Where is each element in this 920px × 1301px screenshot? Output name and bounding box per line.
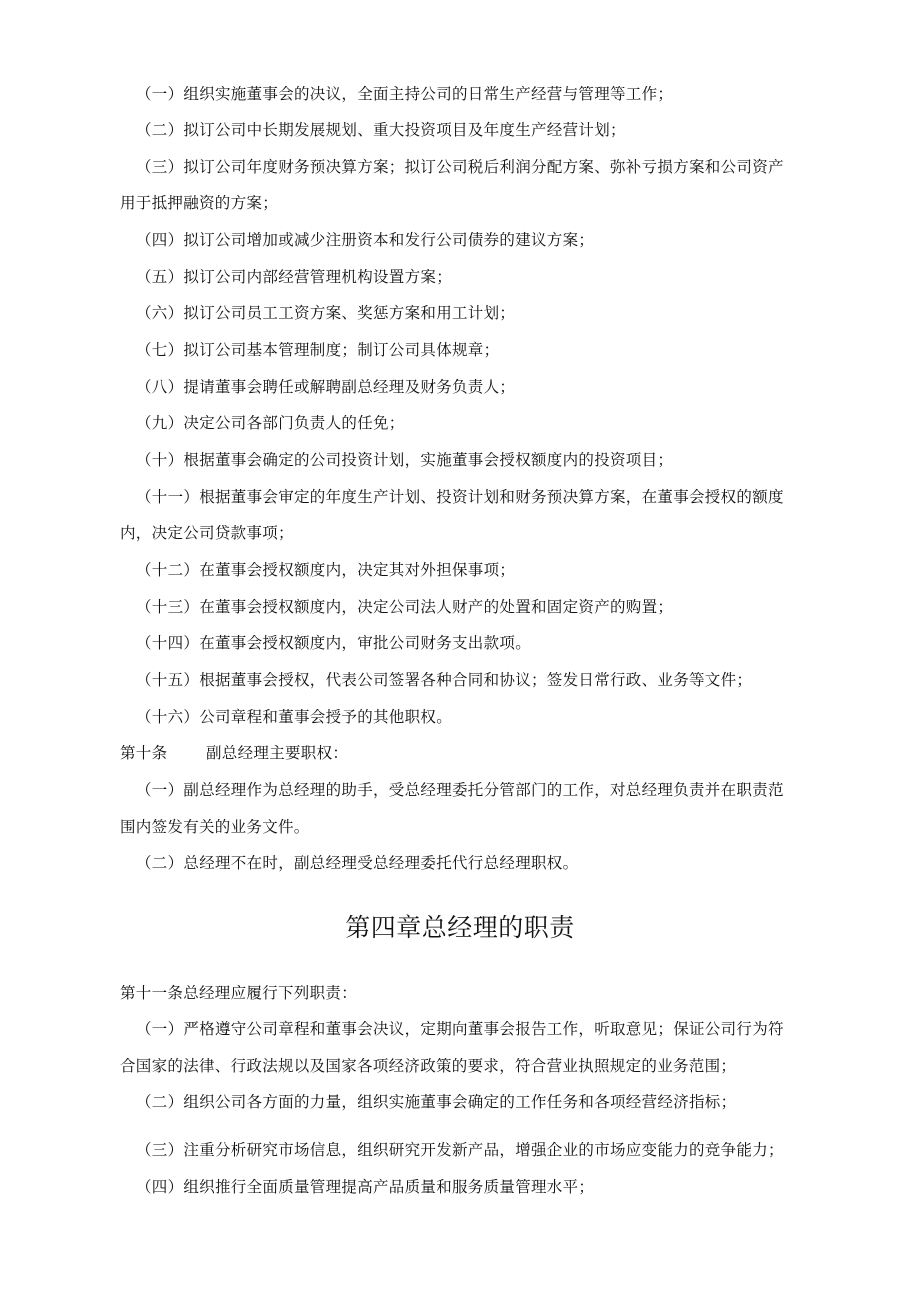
article-10-heading [120,742,348,764]
article-11-item-2: （二）组织公司各方面的力量，组织实施董事会确定的工作任务和各项经营经济指标； [136,1093,737,1111]
article-11-item-4: （四）组织推行全面质量管理提高产品质量和服务质量管理水平； [136,1178,595,1196]
duty-item-9: （九）决定公司各部门负责人的任免； [136,414,405,432]
article-10-item-1-cont: 围内签发有关的业务文件。 [120,818,310,836]
article-11-item-1-cont: 合国家的法律、行政法规以及国家各项经济政策的要求，符合营业执照规定的业务范围； [120,1057,737,1075]
article-11-heading: 第十一条总经理应履行下列职责： [120,984,358,1002]
duty-item-6: （六）拟订公司员工工资方案、奖惩方案和用工计划； [136,304,516,322]
article-10-item-1: （一）副总经理作为总经理的助手，受总经理委托分管部门的工作，对总经理负责并在职责范 [136,781,784,799]
duty-item-5: （五）拟订公司内部经营管理机构设置方案； [136,268,453,286]
duty-item-3-cont: 用于抵押融资的方案； [120,194,279,212]
duty-item-8: （八）提请董事会聘任或解聘副总经理及财务负责人； [136,378,516,396]
duty-item-10: （十）根据董事会确定的公司投资计划，实施董事会授权额度内的投资项目； [136,451,674,469]
article-10-item-2: （二）总经理不在时，副总经理受总经理委托代行总经理职权。 [136,854,579,872]
chapter-4-title: 第四章总经理的职责 [345,913,575,942]
duty-item-2: （二）拟订公司中长期发展规划、重大投资项目及年度生产经营计划； [136,121,626,139]
article-10-title: 副总经理主要职权： [206,744,349,762]
article-11-item-1: （一）严格遵守公司章程和董事会决议，定期向董事会报告工作，听取意见；保证公司行为符 [136,1020,784,1038]
duty-item-7: （七）拟订公司基本管理制度；制订公司具体规章； [136,341,500,359]
duty-item-1: （一）组织实施董事会的决议，全面主持公司的日常生产经营与管理等工作； [136,85,674,103]
duty-item-13: （十三）在董事会授权额度内，决定公司法人财产的处置和固定资产的购置； [136,598,674,616]
duty-item-12: （十二）在董事会授权额度内，决定其对外担保事项； [136,561,516,579]
duty-item-16: （十六）公司章程和董事会授予的其他职权。 [136,708,453,726]
duty-item-15: （十五）根据董事会授权，代表公司签署各种合同和协议；签发日常行政、业务等文件； [136,671,753,689]
duty-item-4: （四）拟订公司增加或减少注册资本和发行公司债券的建议方案； [136,231,595,249]
article-11-item-3: （三）注重分析研究市场信息，组织研究开发新产品，增强企业的市场应变能力的竞争能力； [136,1141,784,1159]
duty-item-11-cont: 内，决定公司贷款事项； [120,524,294,542]
article-10-number: 第十条 [120,744,168,762]
duty-item-14: （十四）在董事会授权额度内，审批公司财务支出款项。 [136,634,532,652]
duty-item-3: （三）拟订公司年度财务预决算方案；拟订公司税后利润分配方案、弥补亏损方案和公司资产 [136,158,784,176]
duty-item-11: （十一）根据董事会审定的年度生产计划、投资计划和财务预决算方案，在董事会授权的额度 [136,488,784,506]
